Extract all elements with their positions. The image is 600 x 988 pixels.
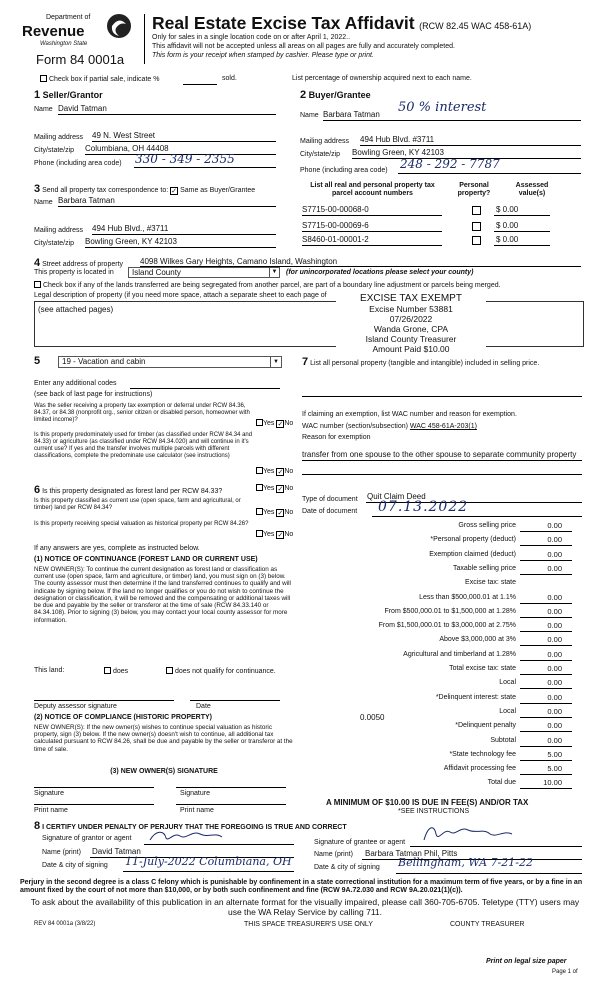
seller-mailing[interactable]: 49 N. West Street — [92, 131, 155, 140]
section5-number: 5 — [34, 355, 41, 367]
grantee-name-label: Name (print) — [314, 851, 353, 858]
tax-row-value[interactable]: 0.00 — [547, 521, 562, 530]
notice2-title: (2) NOTICE OF COMPLIANCE (HISTORIC PROPERTY) — [34, 714, 212, 721]
title-ref: (RCW 82.45 WAC 458-61A) — [419, 21, 532, 31]
notice-3: This form is your receipt when stamped by cashier. Please type or print. — [152, 52, 374, 59]
owner-print-name-2: Print name — [180, 807, 214, 814]
tax-row-value[interactable]: 10.00 — [543, 778, 562, 788]
continuance-row: This land: does does not qualify for continuance. — [34, 667, 276, 675]
tax-row-value[interactable]: 0.00 — [547, 535, 562, 545]
stamp-line2: Excise Number 53881 — [369, 304, 453, 314]
county-select[interactable]: Island County ▼ — [128, 267, 280, 278]
form-number: Form 84 0001a — [36, 52, 125, 67]
exempt-stamp — [336, 294, 486, 354]
assessed-value[interactable]: $ 0.00 — [496, 235, 519, 244]
grantee-signature-icon[interactable] — [420, 822, 530, 844]
segregated-row: Check box if any of the lands transferred are being segregated from another parcel, are part of a boundary line adjustment or parcels being merged. — [34, 281, 501, 290]
tax-row-label: Exemption claimed (deduct) — [429, 550, 516, 558]
partial-sale-checkbox[interactable] — [40, 75, 47, 82]
tax-row-label: Taxable selling price — [452, 564, 516, 572]
local-rate: 0.0050 — [360, 713, 385, 722]
stamp-line3: 07/26/2022 — [389, 314, 433, 324]
tax-row-underline — [520, 774, 572, 775]
tax-row-underline — [520, 560, 572, 561]
county-note: (for unincorporated locations please select your county) — [286, 269, 474, 276]
parcel-number[interactable]: S7715-00-00069-6 — [302, 221, 369, 230]
chevron-down-icon: ▼ — [269, 268, 279, 277]
seller-phone[interactable]: 330 - 349 - 2355 — [135, 152, 235, 166]
buyer-city-label: City/state/zip — [300, 151, 341, 158]
parcel-row-2 — [302, 221, 582, 231]
owner-print-name-1: Print name — [34, 807, 68, 814]
tax-row-value[interactable]: 0.00 — [547, 706, 562, 716]
buyer-mailing[interactable]: 494 Hub Blvd. #3711 — [360, 135, 435, 144]
tax-row-value[interactable]: 0.00 — [547, 692, 562, 702]
deputy-date-label: Date — [196, 703, 211, 710]
tax-row-value[interactable]: 5.00 — [547, 764, 562, 774]
parcel-header: List all real and personal property tax parcel account numbers — [310, 182, 435, 198]
partial-sale-label: Check box if partial sale, indicate % — [48, 76, 160, 83]
tax-row-value[interactable]: 0.00 — [547, 563, 562, 573]
grantor-signature-icon[interactable] — [146, 828, 256, 844]
seller-name-label: Name — [34, 106, 53, 113]
tax-row-value[interactable]: 5.00 — [547, 749, 562, 759]
grantee-date-city[interactable]: Bellingham, WA 7-21-22 — [398, 856, 533, 869]
historical-yes-checkbox[interactable] — [256, 530, 263, 537]
seller-name[interactable]: David Tatman — [58, 104, 107, 113]
tax-row-underline — [520, 717, 572, 718]
personal-property-checkbox[interactable] — [472, 236, 481, 245]
tax-row-underline — [520, 574, 572, 575]
parcel-number[interactable]: S7715-00-00068-0 — [302, 205, 369, 214]
tax-row-value[interactable]: 0.00 — [547, 635, 562, 645]
tax-row-underline — [520, 674, 572, 675]
segregated-checkbox[interactable] — [34, 281, 41, 288]
doc-date[interactable]: 07.13.2022 — [378, 499, 469, 515]
tax-correspondence-row: 3 Send all property tax correspondence to: ✓ Same as Buyer/Grantee — [34, 183, 256, 195]
stamp-line6: Amount Paid $10.00 — [372, 344, 450, 354]
partial-sale-row — [40, 75, 159, 84]
tax-row-underline — [520, 788, 572, 789]
owner-signature-label-2: Signature — [180, 790, 210, 797]
tax-row-underline — [520, 545, 572, 546]
new-owner-signature-heading: (3) NEW OWNER(S) SIGNATURE — [110, 768, 218, 775]
historical-no-checkbox[interactable]: ✓ — [277, 532, 284, 539]
chevron-down-icon: ▼ — [270, 357, 281, 367]
legal-description-text: (see attached pages) — [38, 305, 114, 314]
grantor-date-label: Date & city of signing — [42, 862, 108, 869]
s3-name[interactable]: Barbara Tatman — [58, 196, 115, 205]
tax-row-value[interactable]: 0.00 — [547, 592, 562, 602]
does-not-qualify-checkbox[interactable] — [166, 667, 173, 674]
tax-row-label: Affidavit processing fee — [443, 765, 516, 773]
tax-row-underline — [520, 760, 572, 761]
title-text: Real Estate Excise Tax Affidavit — [152, 13, 415, 33]
current-use-answer: Yes ✓No — [256, 508, 293, 517]
current-use-no-checkbox[interactable]: ✓ — [277, 510, 284, 517]
timber-question: Is this property predominately used for timber (as classified under RCW 84.34 and 84.33) or agriculture (as classified under RCW 84.34.020) and will continue in it's current use? If yes and the transfer involves multiple parcels with different classifications, complete the predominate use calculator (see instructions) — [34, 432, 253, 459]
notice2-body: NEW OWNER(S): If the new owner(s) wishes to continue special valuation as historic property, sign (3) below. If the new owner(s) doesn't wish to continue, all additional tax calculated pursuant to RCW 84.26, shall be due and payable by the seller or transferor at the time of sale. — [34, 724, 293, 753]
s3-city[interactable]: Bowling Green, KY 42103 — [85, 237, 177, 246]
revision-label: REV 84 0001a (3/8/22) — [34, 921, 96, 927]
grantor-date-city[interactable]: 11-July-2022 Columbiana, OH — [125, 855, 292, 868]
tax-calculation-table — [300, 522, 582, 794]
timber-no-checkbox[interactable]: ✓ — [277, 469, 284, 476]
legal-paper-note: Print on legal size paper — [486, 958, 567, 965]
land-use-select[interactable]: 19 - Vacation and cabin ▼ — [58, 356, 282, 368]
tax-row-value[interactable]: 0.00 — [547, 606, 562, 616]
page-number: Page 1 of — [552, 969, 578, 975]
tax-row-value[interactable]: 0.00 — [547, 649, 562, 659]
tax-row-underline — [520, 660, 572, 661]
tax-row-underline — [520, 645, 572, 646]
notice-2: This affidavit will not be accepted unless all areas on all pages are fully and accurately completed. — [152, 43, 455, 50]
property-street[interactable]: 4098 Wilkes Gary Heights, Camano Island, Washington — [140, 257, 338, 266]
grantee-signature-label: Signature of grantee or agent — [314, 839, 406, 846]
tax-row-label: *Personal property (deduct) — [430, 536, 516, 544]
tax-row-underline — [520, 603, 572, 604]
tax-row-label: Subtotal — [490, 736, 516, 744]
tax-row-underline — [520, 688, 572, 689]
tax-row-label: Agricultural and timberland at 1.28% — [403, 650, 516, 658]
tax-row-value[interactable]: 0.00 — [547, 621, 562, 631]
personal-property-checkbox[interactable] — [472, 222, 481, 231]
forest-question: 6 Is this property designated as forest land per RCW 84.33? — [34, 484, 223, 496]
tax-row-value[interactable]: 0.00 — [547, 664, 562, 673]
tax-row-value[interactable]: 0.00 — [547, 678, 562, 688]
assessed-value-header: Assessed value(s) — [515, 182, 549, 198]
forest-answer: Yes ✓No — [256, 484, 293, 493]
same-as-buyer-checkbox[interactable]: ✓ — [171, 188, 178, 195]
tax-row-underline — [520, 631, 572, 632]
tax-row-label: Total excise tax: state — [449, 665, 516, 672]
buyer-name-label: Name — [300, 112, 319, 119]
tax-row-value[interactable]: 0.00 — [547, 735, 562, 745]
tax-row-label: Less than $500,000.01 at 1.1% — [419, 593, 516, 601]
s3-mailing-label: Mailing address — [34, 227, 84, 234]
grantee-name[interactable]: Barbara Tatman Phil, Pitts — [365, 849, 458, 858]
tax-row-label: From $1,500,000.01 to $3,000,000 at 2.75% — [378, 622, 516, 630]
doc-date-label: Date of document — [302, 508, 358, 515]
percent-ownership-label: List percentage of ownership acquired next to each name. — [292, 75, 472, 82]
wac-number[interactable]: WAC 458-61A-203(1) — [409, 423, 477, 430]
stamp-line1: EXCISE TAX EXEMPT — [360, 293, 462, 304]
legal-description-label: Legal description of property (if you need more space, attach a separate sheet to each page of — [34, 292, 327, 299]
sold-label: sold. — [222, 75, 237, 82]
owner-signature-label-1: Signature — [34, 790, 64, 797]
historical-answer: Yes ✓No — [256, 530, 293, 539]
tax-row-value[interactable]: 0.00 — [547, 721, 562, 731]
grantor-name[interactable]: David Tatman — [92, 847, 141, 856]
parcel-row-1 — [302, 205, 582, 215]
tax-row-label: Above $3,000,000 at 3% — [439, 636, 516, 644]
tax-row-underline — [520, 731, 572, 732]
tax-row-underline — [520, 746, 572, 747]
tax-row-label: Excise tax: state — [465, 579, 516, 587]
see-instructions: *SEE INSTRUCTIONS — [398, 808, 470, 815]
grantor-name-label: Name (print) — [42, 849, 81, 856]
current-use-yes-checkbox[interactable] — [256, 508, 263, 515]
notice-1: Only for sales in a single location code on or after April 1, 2022.. — [152, 34, 351, 41]
additional-codes-help: (see back of last page for instructions) — [34, 391, 153, 398]
parcel-number[interactable]: S8460-01-00001-2 — [302, 235, 369, 244]
buyer-city[interactable]: Bowling Green, KY 42103 — [352, 148, 444, 157]
dept-line2: Revenue — [22, 23, 85, 40]
located-label: This property is located in — [34, 269, 114, 276]
county-treasurer-label: COUNTY TREASURER — [450, 921, 525, 928]
seller-city-label: City/state/zip — [34, 147, 75, 154]
seller-heading: 1 Seller/Grantor — [34, 89, 103, 101]
assessed-value[interactable]: $ 0.00 — [496, 221, 519, 230]
buyer-interest-note: 50 % interest — [398, 100, 487, 115]
wa-state-logo-icon — [106, 12, 132, 40]
exemption-reason[interactable]: transfer from one spouse to the other spouse to separate community property — [302, 450, 577, 459]
minimum-due-note: A MINIMUM OF $10.00 IS DUE IN FEE(S) AND/OR TAX — [326, 798, 529, 807]
timber-yes-checkbox[interactable] — [256, 467, 263, 474]
tax-row-label: Local — [499, 679, 516, 687]
buyer-name[interactable]: Barbara Tatman — [323, 110, 380, 119]
perjury-statement: Perjury in the second degree is a class C felony which is punishable by confinement in a state correctional institution for a maximum term of five years, or by a fine in an amount fixed by the court of not more than $10,000, or by both such confinement and fine (RCW 9A.72.030 and RCW 9A.20.021(1)(c)). — [20, 879, 583, 895]
tax-row-label: *Delinquent interest: state — [435, 693, 516, 701]
tax-row-underline — [520, 531, 572, 532]
doc-type[interactable]: Quit Claim Deed — [367, 492, 426, 501]
historical-question: Is this property receiving special valuation as historical property per RCW 84.26? — [34, 521, 249, 527]
claim-exemption-label: If claiming an exemption, list WAC number and reason for exemption. — [302, 411, 517, 418]
stamp-line5: Island County Treasurer — [365, 334, 457, 344]
forest-yes-checkbox[interactable] — [256, 484, 263, 491]
does-qualify-checkbox[interactable] — [104, 667, 111, 674]
parcel-row-3 — [302, 235, 582, 245]
street-row: 4 Street address of property — [34, 257, 124, 269]
notice1-title: (1) NOTICE OF CONTINUANCE (FOREST LAND OR CURRENT USE) — [34, 556, 258, 563]
buyer-phone[interactable]: 248 - 292 - 7787 — [400, 157, 500, 171]
exemption-no-checkbox[interactable]: ✓ — [277, 421, 284, 428]
reason-label: Reason for exemption — [302, 434, 371, 441]
grantor-signature-label: Signature of grantor or agent — [42, 835, 132, 842]
seller-city[interactable]: Columbiana, OH 44408 — [85, 144, 169, 153]
timber-answer: Yes ✓No — [256, 467, 293, 476]
tax-row-label: Gross selling price — [458, 522, 516, 529]
seller-phone-label: Phone (including area code) — [34, 160, 122, 167]
additional-codes-label: Enter any additional codes — [34, 380, 117, 387]
buyer-heading: 2 Buyer/Grantee — [300, 89, 371, 101]
personal-property-list-label: 7 List all personal property (tangible and intangible) included in selling price. — [302, 356, 540, 368]
tax-row-underline — [520, 617, 572, 618]
exemption-answer: Yes ✓No — [256, 419, 293, 428]
tax-row-underline — [520, 703, 572, 704]
s3-city-label: City/state/zip — [34, 240, 75, 247]
tax-row-label: *Delinquent penalty — [455, 722, 516, 730]
stamp-line4: Wanda Grone, CPA — [373, 324, 449, 334]
buyer-mailing-label: Mailing address — [300, 138, 350, 145]
forest-no-checkbox[interactable]: ✓ — [277, 486, 284, 493]
dept-line1: Department of — [46, 14, 91, 21]
wac-row: WAC number (section/subsection) WAC 458-61A-203(1) — [302, 423, 477, 430]
legal-description-box[interactable] — [34, 301, 584, 347]
page-title — [152, 13, 531, 34]
exemption-yes-checkbox[interactable] — [256, 419, 263, 426]
current-use-question: Is this property classified as current use (open space, farm and agricultural, or timber) land per RCW 84.34? — [34, 498, 241, 511]
assessed-value[interactable]: $ 0.00 — [496, 205, 519, 214]
dept-line3: Washington State — [40, 41, 88, 47]
buyer-phone-label: Phone (including area code) — [300, 167, 388, 174]
certify-statement: 8 I CERTIFY UNDER PENALTY OF PERJURY THAT THE FOREGOING IS TRUE AND CORRECT — [34, 820, 347, 832]
s3-mailing[interactable]: 494 Hub Blvd., #3711 — [92, 224, 169, 233]
seller-mailing-label: Mailing address — [34, 134, 84, 141]
notice1-body: NEW OWNER(S): To continue the current designation as forest land or classification as current use (open space, farm and agriculture, or timber) land, you must sign on (3) below. The county assessor must then determine if the land transferred continues to qualify and will indicate by signing below. If the land no longer qualifies or you do not wish to continue the designation or classification, it will be removed and the compensating or additional taxes will be due and payable by the seller or transferor at the time of sale (RCW 84.33.140 or 84.34.108). Prior to signing (3) below, you may contact your local county assessor for more information. — [34, 566, 291, 624]
doc-type-label: Type of document — [302, 496, 358, 503]
exemption-question: Was the seller receiving a property tax exemption or deferral under RCW 84.36, 84.37, or 84.38 (nonprofit org., senior citizen or disabled person, homeowner with limited income)? — [34, 403, 250, 423]
if-yes-instruction: If any answers are yes, complete as instructed below. — [34, 545, 200, 552]
personal-property-header: Personal property? — [457, 182, 491, 198]
accessibility-note: To ask about the availability of this publication in an alternate format for the visually impaired, please call 360-705-6705. Teletype (TTY) users may use the WA Relay Service by calling 711. — [30, 897, 580, 917]
deputy-signature-label: Deputy assessor signature — [34, 703, 117, 710]
tax-row-label: From $500,000.01 to $1,500,000 at 1.28% — [384, 607, 516, 615]
tax-row-label: Total due — [487, 779, 516, 787]
s3-name-label: Name — [34, 199, 53, 206]
tax-row-label: *State technology fee — [449, 750, 516, 758]
tax-row-value[interactable]: 0.00 — [547, 549, 562, 559]
treasurer-use-label: THIS SPACE TREASURER'S USE ONLY — [244, 921, 373, 928]
tax-row-label: Local — [499, 707, 516, 715]
personal-property-checkbox[interactable] — [472, 206, 481, 215]
grantee-date-label: Date & city of signing — [314, 864, 380, 871]
